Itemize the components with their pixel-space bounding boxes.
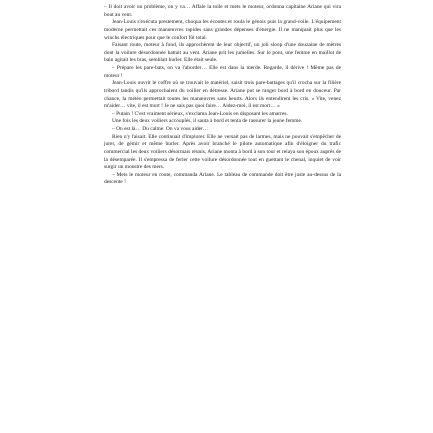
paragraph: Jean-Louis s'exécuta prestement, choqua les écoutes et roula le génois puis la grand-voile. L'équipement moderne permettait ces manœuvres rapides sans grandes dépenses d'énergie. Il ne manquait plus que les winchs électriques pour que le confort fût total. — [104, 19, 341, 41]
paragraph: Faisant route, moteur à fond, ils approchèrent de leur objectif, un joli sloop d'une douzaine de mètres dont la voilure désordonnée battait au vent. Ariane prit les jumelles. Sur le pont, une femme en maillot de bain agitait les bras, semblait hurler. Elle était seule. — [104, 42, 341, 64]
paragraph: – Il doit avoir un problème, on y va… Affale la toile et mets le moteur, ordonna capitaine Ariane qui vira bout au vent. — [104, 4, 341, 18]
paragraph: Rien n'y faisait. Elle continuait d'implorer. Elle ne versait pas de larmes, mais ne pouvait s'empêcher de jurer, de gémir et même hurler. Après avoir branché le pilote automatique afin d'éloigner du trafic commercial les deux voiliers désormais réunis, Ariane monta à bord à son tour et relaya son époux auprès de la désemparée. Il s'empressa de ferler cette voilure désordonnée tout en guettant le chenal, inquiet de voir surgir un monstre des mers. — [104, 133, 341, 171]
text-column — [104, 4, 341, 187]
paragraph: Une fois les deux voiliers accouplés, il sauta à bord et tenta de rassurer la jeune femme. — [112, 118, 303, 125]
paragraph: – Prépare les pare-bats, on va l'aborder… Elle est dans la merde. Regarde, il dérive ! Même pas de moteur ! — [104, 65, 341, 79]
paragraph: Jean-Louis ouvrit le coffre où se trouvait le matériel, saisit trois pare-battages qu'il crocha sur la filière tribord tandis qu'ils approchaient du voilier en détresse. Ariane put se ranger bord à bord en douceur. Par chance, la météo permettait toutes les manœuvres sans heurts. Alors ils entendirent les cris. « Vite, venez m'aider… vite, il est mort ! Je ne sais pas quoi faire… Aidez-moi, il est mort… » — [104, 80, 341, 110]
paragraph: – Putain ! C'est vraiment sérieux, s'exclama Jean-Louis en disposant les amarres. — [112, 110, 288, 117]
paragraph: – On est là… Du calme. On va vous aider… — [112, 126, 209, 132]
paragraph: – Mets le moteur en route, commanda Ariane. Le tableau de commande doit être juste au-dessus de la descente ! — [104, 171, 341, 186]
